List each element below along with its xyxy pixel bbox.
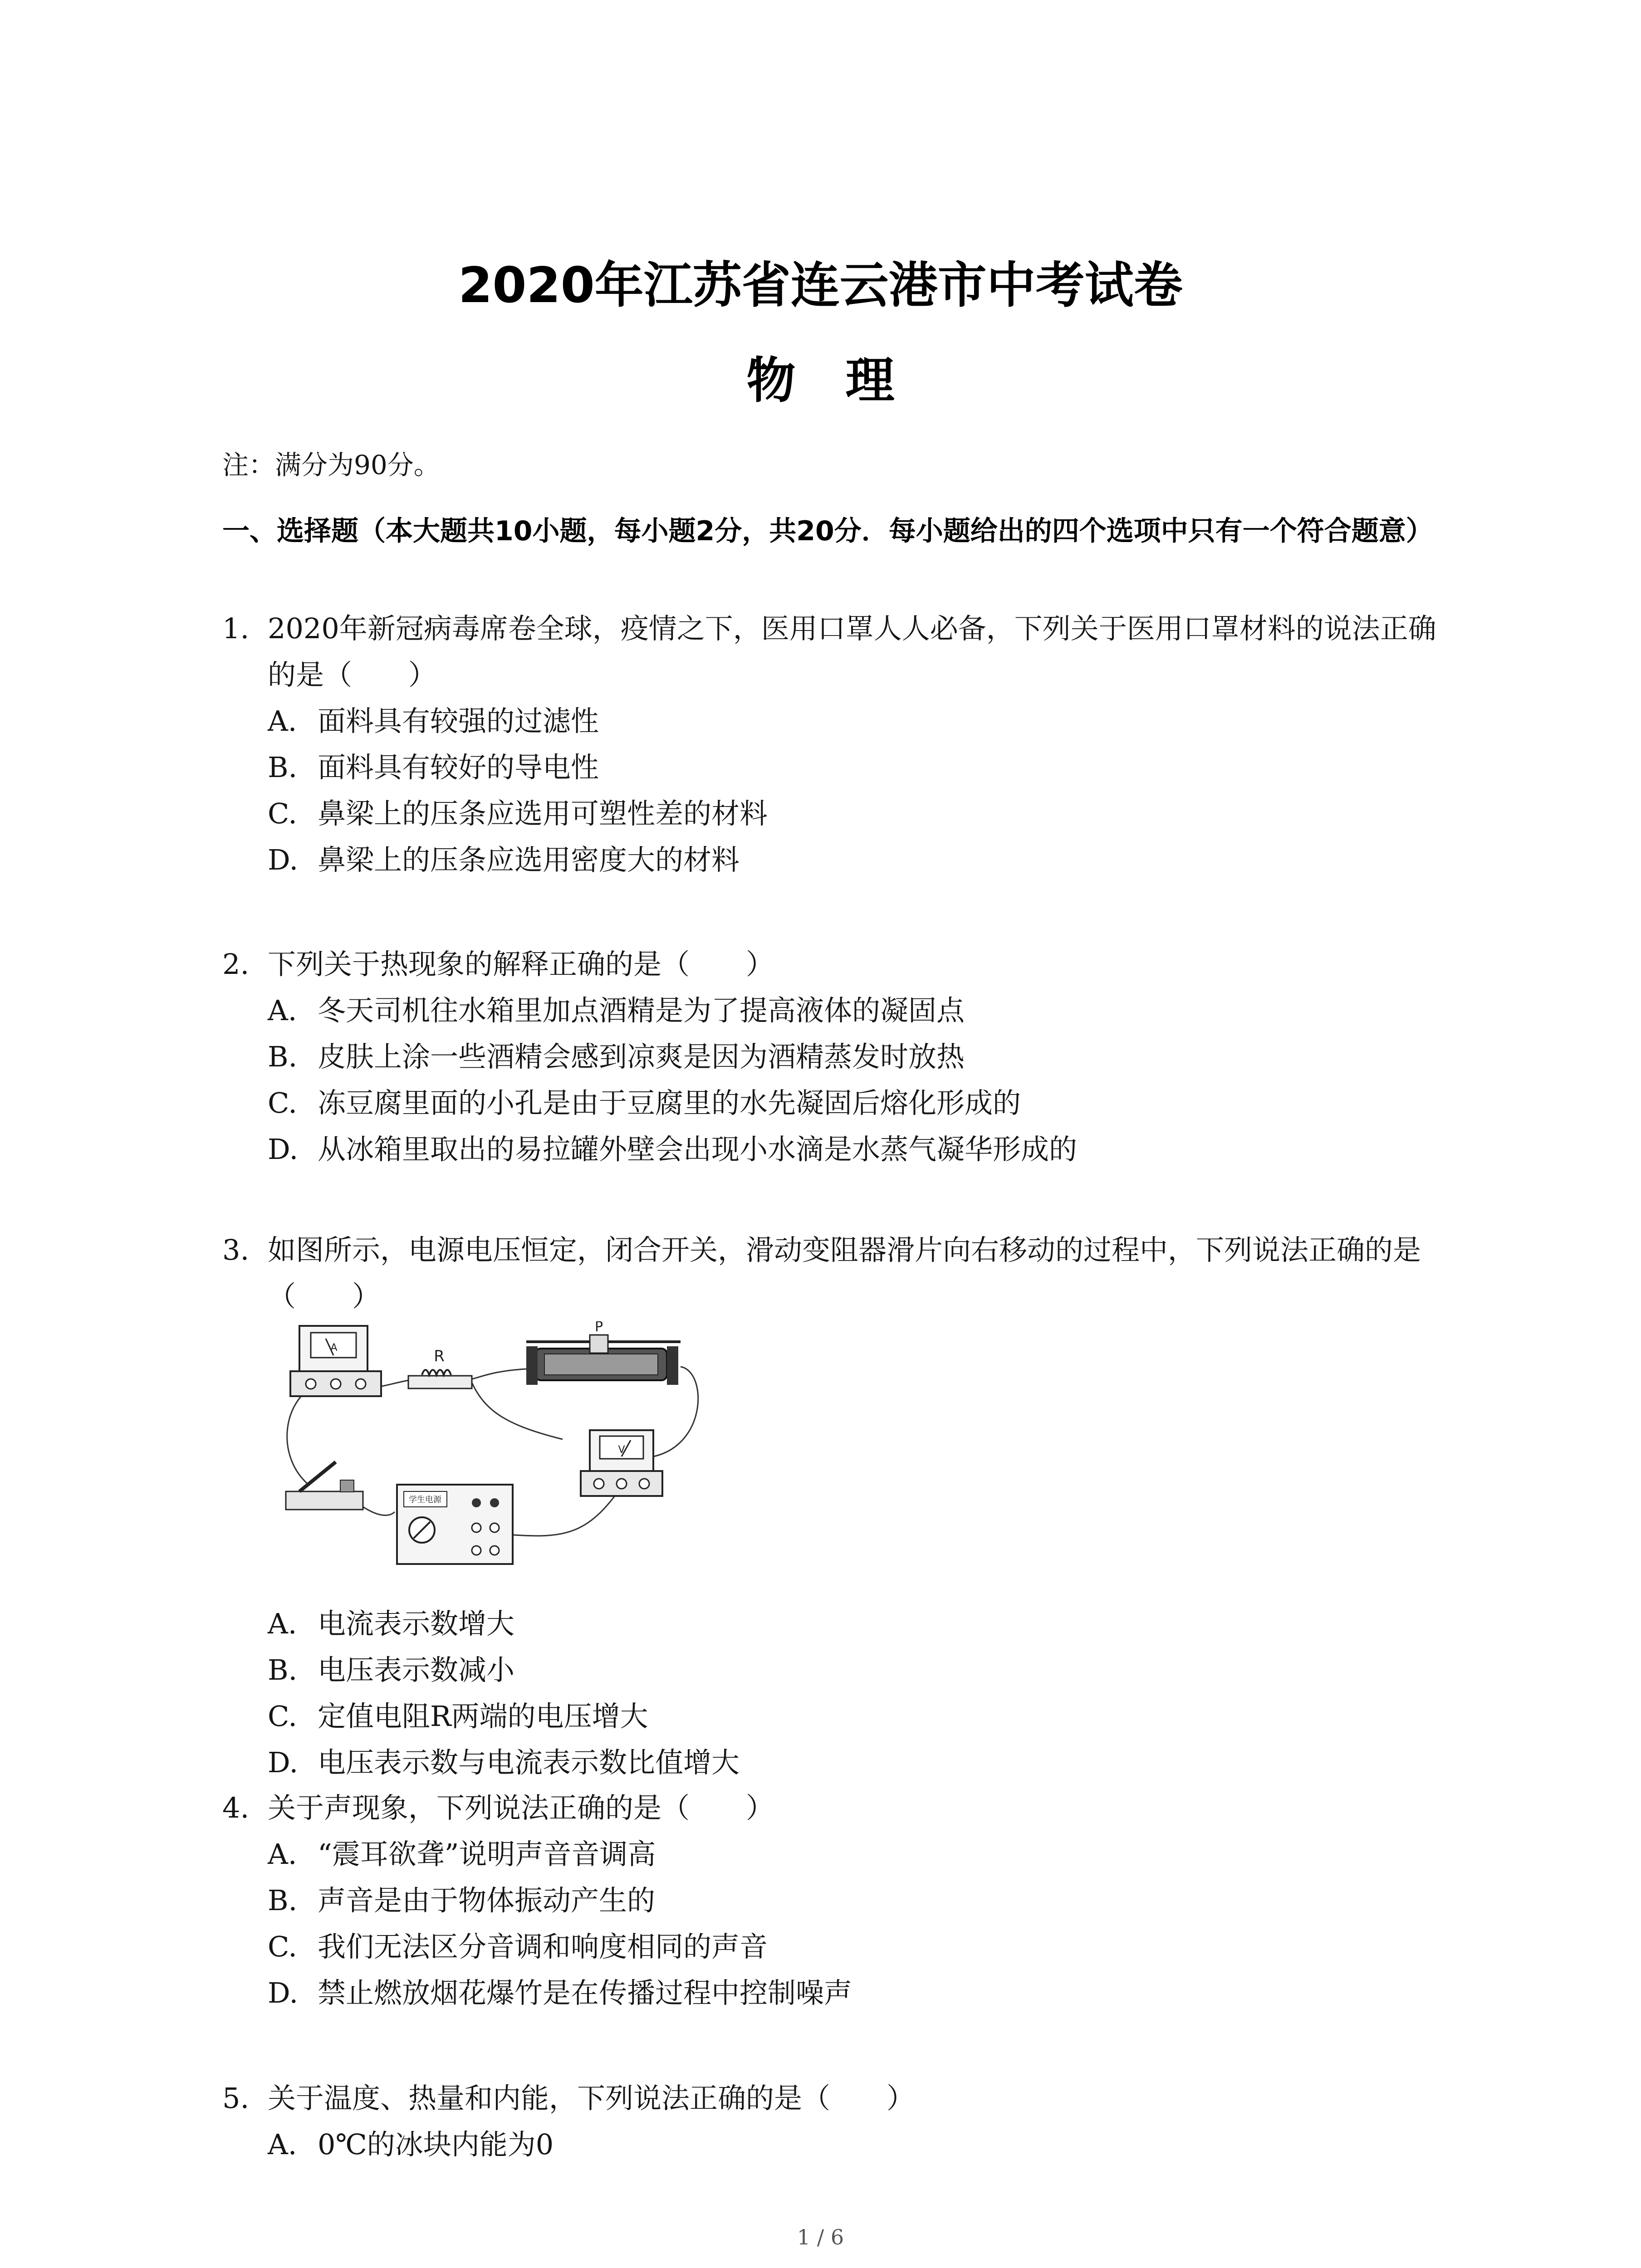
option-b: [268, 744, 1447, 791]
circuit-diagram: [272, 1321, 708, 1584]
option-a: [268, 1601, 1447, 1647]
question-4: [222, 1785, 1447, 2016]
option-list: [268, 1601, 1447, 1786]
option-letter: A.: [268, 1607, 297, 1640]
option-letter: B.: [268, 1653, 298, 1686]
option-text: 电压表示数减小: [318, 1653, 515, 1686]
option-c: [268, 791, 1447, 837]
exam-title: 2020年江苏省连云港市中考试卷: [458, 257, 1183, 314]
option-d: [268, 1970, 1447, 2016]
option-text: 0℃的冰块内能为0: [318, 2128, 554, 2161]
option-text: 禁止燃放烟花爆竹是在传播过程中控制噪声: [318, 1976, 852, 2009]
slider-label: P: [594, 1321, 603, 1335]
page-number: 1 / 6: [797, 2225, 844, 2249]
option-letter: D.: [268, 1133, 299, 1166]
question-1: [222, 606, 1447, 883]
option-letter: D.: [268, 843, 299, 876]
question-text: 如图所示，电源电压恒定，闭合开关，滑动变阻器滑片向右移动的过程中，下列说法正确的是（ ）: [268, 1233, 1421, 1313]
voltmeter-label: V: [618, 1444, 625, 1456]
option-text: 定值电阻R两端的电压增大: [318, 1700, 648, 1733]
option-list: [268, 987, 1447, 1173]
option-text: “震耳欲聋”说明声音音调高: [318, 1838, 656, 1871]
question-number: 5.: [222, 2082, 250, 2115]
power-supply-label: 学生电源: [409, 1495, 441, 1505]
option-letter: B.: [268, 751, 298, 784]
score-note: 注：满分为90分。: [222, 450, 440, 480]
option-list: [268, 2121, 1447, 2168]
option-letter: A.: [268, 1838, 297, 1871]
option-a: [268, 1831, 1447, 1877]
subject-title: 物理: [746, 352, 945, 409]
option-text: 面料具有较好的导电性: [318, 751, 599, 784]
option-letter: B.: [268, 1040, 298, 1073]
option-list: [268, 1831, 1447, 2016]
option-b: [268, 1034, 1447, 1080]
resistor-icon: [408, 1370, 472, 1388]
option-b: [268, 1877, 1447, 1924]
option-text: 电流表示数增大: [318, 1607, 515, 1640]
option-c: [268, 1080, 1447, 1126]
option-letter: A.: [268, 2128, 297, 2161]
option-text: 面料具有较强的过滤性: [318, 704, 599, 738]
option-text: 鼻梁上的压条应选用密度大的材料: [318, 843, 740, 876]
voltmeter-icon: [581, 1430, 662, 1496]
resistor-label: R: [434, 1347, 445, 1365]
question-text: 下列关于热现象的解释正确的是（ ）: [268, 948, 774, 981]
question-number: 2.: [222, 948, 250, 981]
question-stem: [222, 1227, 1447, 1320]
option-letter: C.: [268, 797, 297, 830]
option-text: 鼻梁上的压条应选用可塑性差的材料: [318, 797, 768, 830]
question-text: 关于温度、热量和内能，下列说法正确的是（ ）: [268, 2082, 915, 2115]
option-letter: C.: [268, 1700, 297, 1733]
question-number: 3.: [222, 1233, 250, 1266]
question-stem: [222, 2075, 1447, 2121]
option-letter: A.: [268, 994, 297, 1027]
option-letter: A.: [268, 704, 297, 738]
option-text: 我们无法区分音调和响度相同的声音: [318, 1930, 768, 1963]
ammeter-icon: [290, 1326, 381, 1396]
option-text: 皮肤上涂一些酒精会感到凉爽是因为酒精蒸发时放热: [318, 1040, 965, 1073]
switch-icon: [286, 1462, 363, 1510]
option-letter: C.: [268, 1086, 297, 1119]
option-letter: D.: [268, 1746, 299, 1779]
option-list: [268, 698, 1447, 883]
option-a: [268, 698, 1447, 744]
option-a: [268, 2121, 1447, 2168]
question-text: 关于声现象，下列说法正确的是（ ）: [268, 1791, 774, 1824]
option-letter: C.: [268, 1930, 297, 1963]
option-c: [268, 1924, 1447, 1970]
option-c: [268, 1693, 1447, 1740]
question-3: [222, 1227, 1447, 1786]
question-text: 2020年新冠病毒席卷全球，疫情之下，医用口罩人人必备，下列关于医用口罩材料的说法正确的是（ ）: [268, 612, 1436, 691]
question-2: [222, 941, 1447, 1173]
option-text: 从冰箱里取出的易拉罐外壁会出现小水滴是水蒸气凝华形成的: [318, 1133, 1078, 1166]
option-a: [268, 987, 1447, 1034]
wire: [287, 1385, 315, 1485]
question-stem: [222, 606, 1447, 698]
option-d: [268, 837, 1447, 883]
question-stem: [222, 1785, 1447, 1831]
option-text: 电压表示数与电流表示数比值增大: [318, 1746, 740, 1779]
question-stem: [222, 941, 1447, 987]
option-text: 冬天司机往水箱里加点酒精是为了提高液体的凝固点: [318, 994, 965, 1027]
option-letter: D.: [268, 1976, 299, 2009]
question-5: [222, 2075, 1447, 2168]
option-b: [268, 1647, 1447, 1693]
option-letter: B.: [268, 1884, 298, 1917]
section-header: 一、选择题（本大题共10小题，每小题2分，共20分．每小题给出的四个选项中只有一个符合题意）: [222, 515, 1433, 547]
wire: [472, 1383, 563, 1439]
option-d: [268, 1740, 1447, 1786]
rheostat-icon: [526, 1335, 681, 1385]
option-text: 声音是由于物体振动产生的: [318, 1884, 656, 1917]
question-number: 1.: [222, 612, 250, 645]
question-number: 4.: [222, 1791, 250, 1824]
ammeter-label: A: [330, 1342, 338, 1354]
option-text: 冻豆腐里面的小孔是由于豆腐里的水先凝固后熔化形成的: [318, 1086, 1021, 1119]
option-d: [268, 1126, 1447, 1173]
